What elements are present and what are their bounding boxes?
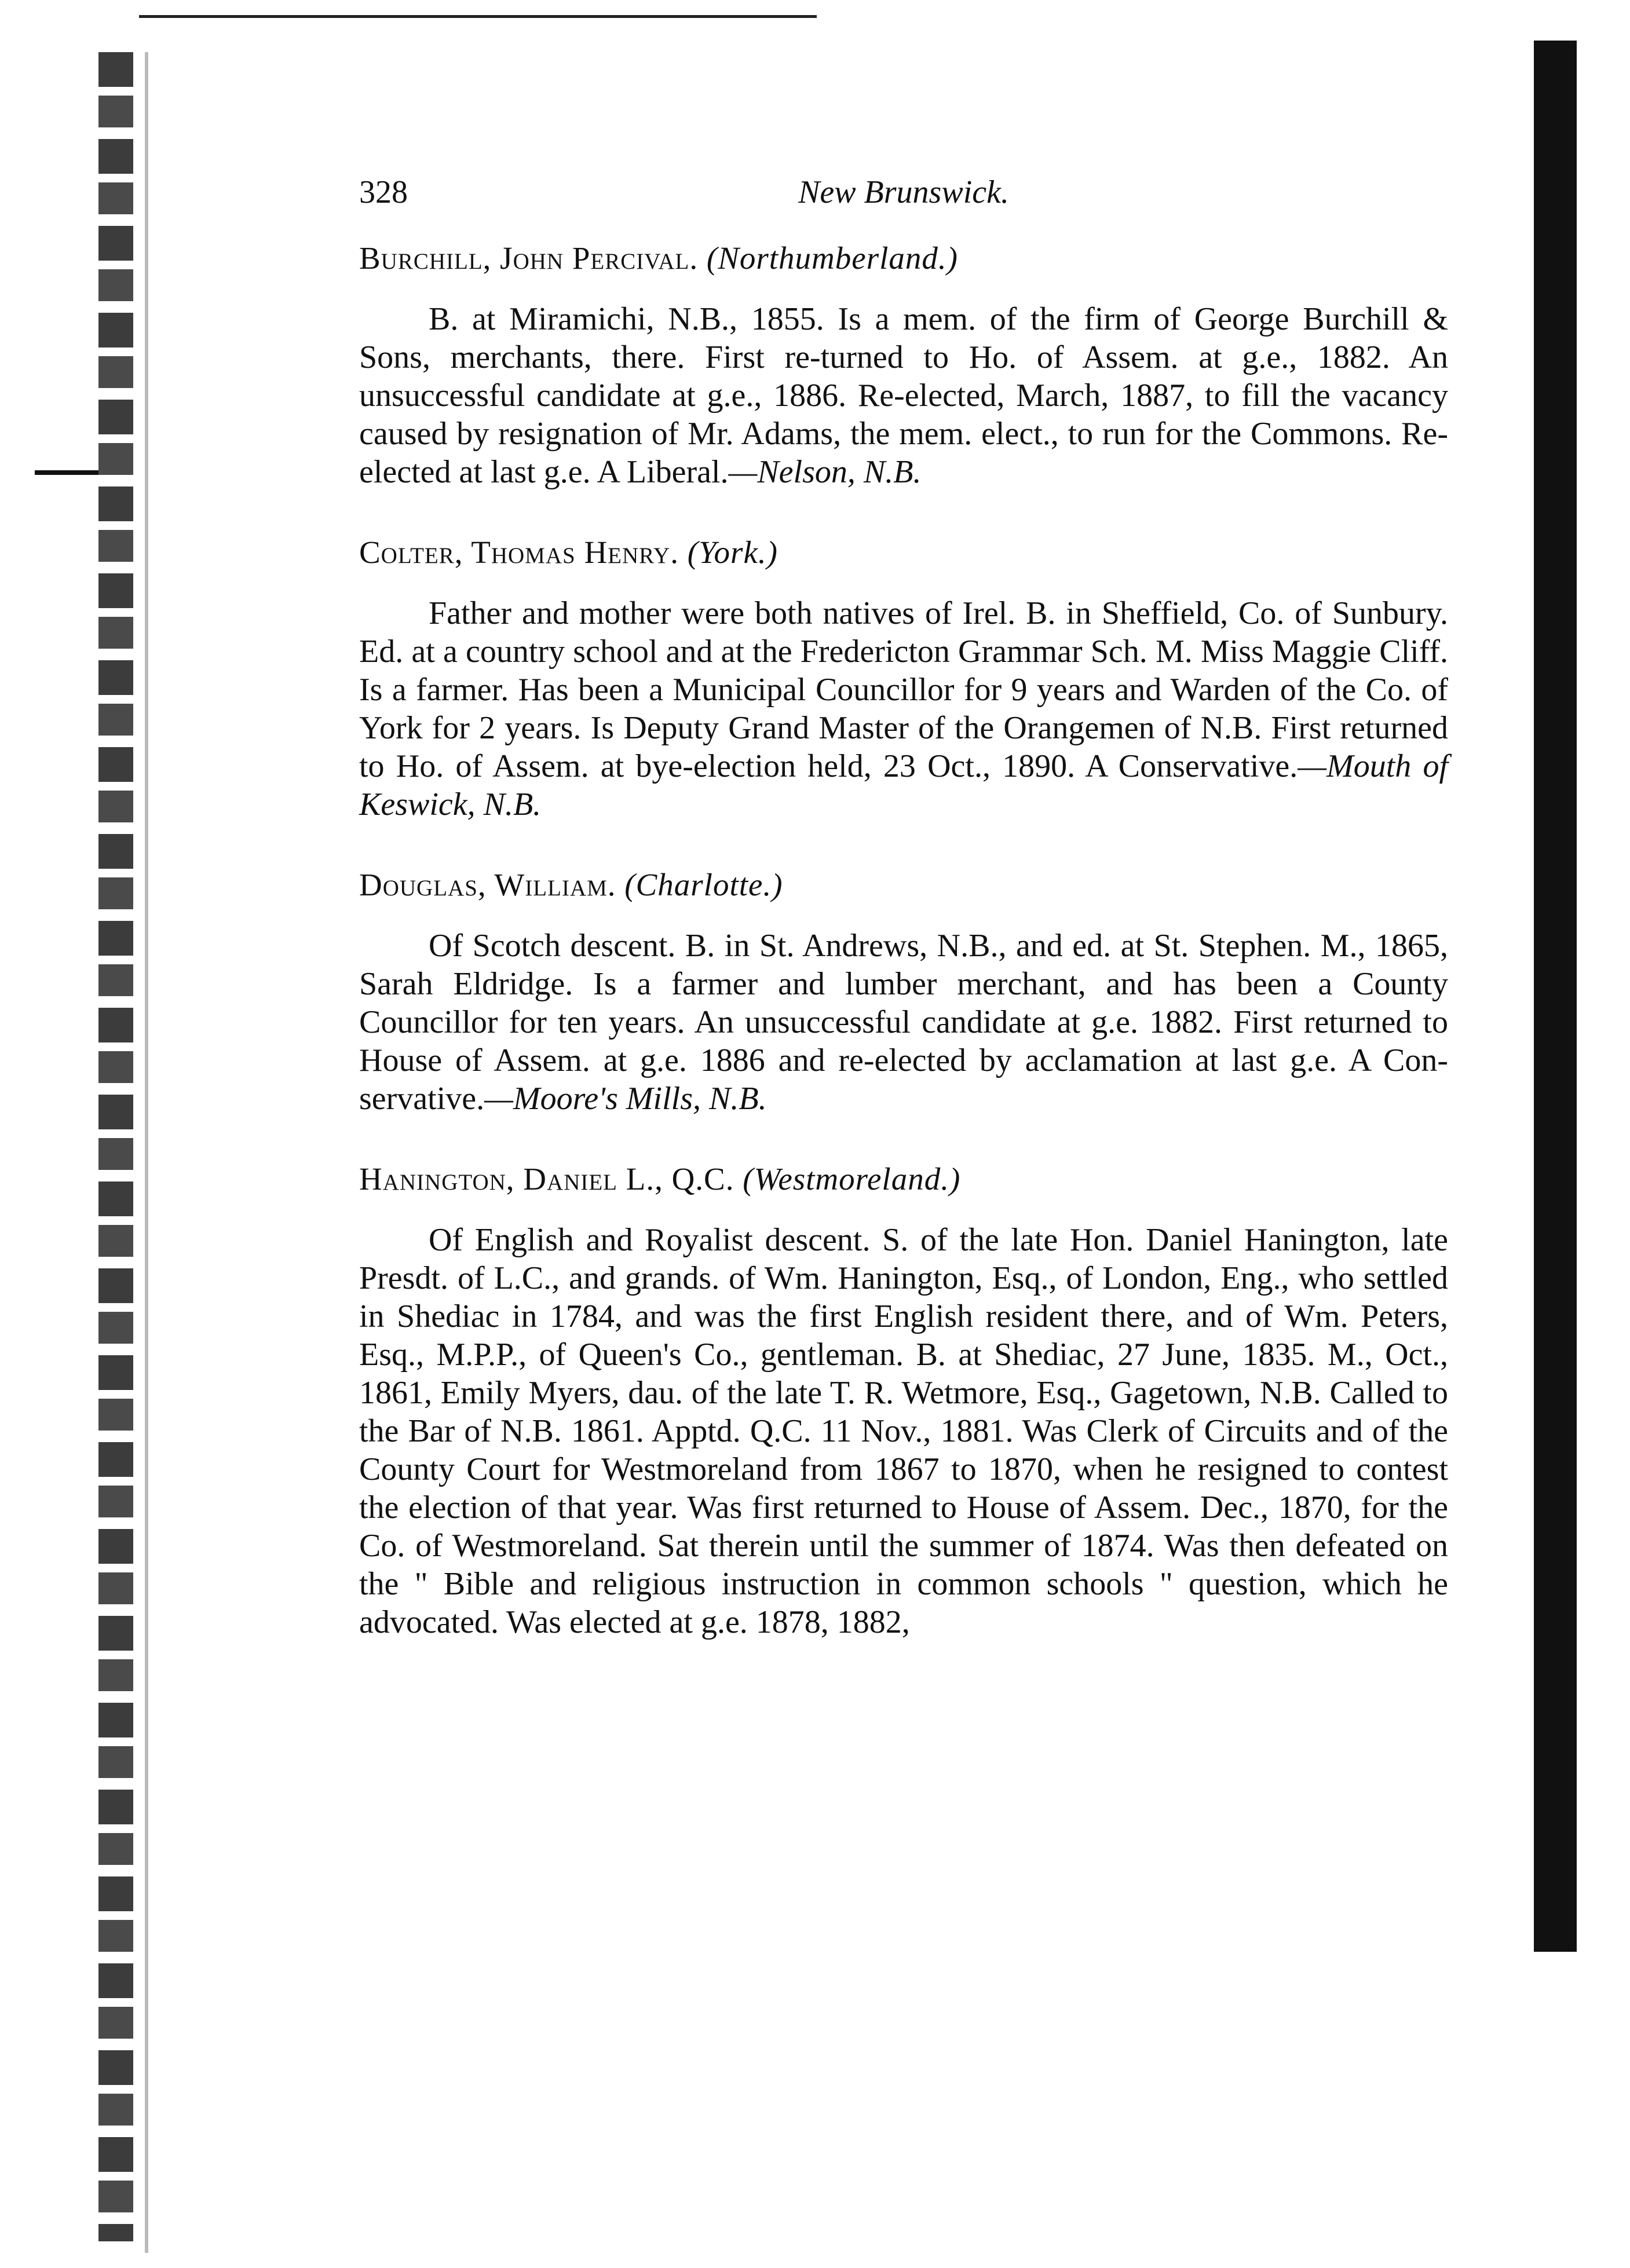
entry-heading: [359, 532, 1448, 573]
entry-name: Colter, Thomas Henry.: [359, 535, 679, 570]
page-number: 328: [359, 174, 408, 210]
scan-binding-shadow: [145, 52, 148, 2253]
scan-right-edge: [1534, 41, 1577, 1952]
entry-heading: [359, 1158, 1448, 1200]
scan-binding-edge: [98, 52, 133, 2241]
book-page: [359, 162, 1448, 1641]
entry-colter: [359, 532, 1448, 824]
entry-text: B. at Miramichi, N.B., 1855. Is a mem. of the firm of George Burchill & Sons, merchants, there. First re-turned to Ho. of Assem. at g.e., 1882. An unsuccessful candidate at g.e., 1886. Re-elected, March, 1887, to fill the vacancy caused by resignation of Mr. Adams, the mem. elect., to run for the Commons. Re-elected at last g.e. A Liberal.: [359, 301, 1448, 490]
entry-body: [359, 300, 1448, 491]
page-title: New Brunswick.: [798, 174, 1009, 210]
entry-burchill: [359, 237, 1448, 491]
entry-constituency: (Charlotte.): [624, 867, 783, 902]
running-head: [359, 162, 1448, 220]
entry-heading: [359, 864, 1448, 906]
entry-constituency: (Northumberland.): [706, 240, 958, 276]
entry-body: [359, 594, 1448, 824]
entry-constituency: (Westmoreland.): [743, 1161, 961, 1197]
entry-body: [359, 1221, 1448, 1641]
entry-residence: —Mouth of Keswick, N.B.: [359, 748, 1448, 822]
entry-heading: [359, 237, 1448, 279]
entry-body: [359, 927, 1448, 1118]
scan-top-rule: [139, 15, 817, 18]
entry-name: Burchill, John Percival.: [359, 240, 699, 276]
entry-residence: —Nelson, N.B.: [728, 454, 922, 490]
entry-text: Of Scotch descent. B. in St. Andrews, N.B., and ed. at St. Stephen. M., 1865, Sarah Eldridge. Is a farmer and lumber merchant, and has been a County Councillor for ten years. An unsuccessful candidate at g.e. 1882. First returned to House of Assem. at g.e. 1886 and re-elected by acclamation at last g.e. A Con-servative.: [359, 928, 1448, 1117]
entry-residence: —Moore's Mills, N.B.: [484, 1081, 767, 1117]
entry-name: Hanington, Daniel L., Q.C.: [359, 1161, 734, 1197]
entry-hanington: [359, 1158, 1448, 1641]
entry-text: Of English and Royalist descent. S. of the late Hon. Daniel Hanington, late Presdt. of L.C., and grands. of Wm. Hanington, Esq., of London, Eng., who settled in Shediac in 1784, and was the first English resident there, and of Wm. Peters, Esq., M.P.P., of Queen's Co., gentleman. B. at Shediac, 27 June, 1835. M., Oct., 1861, Emily Myers, dau. of the late T. R. Wetmore, Esq., Gagetown, N.B. Called to the Bar of N.B. 1861. Apptd. Q.C. 11 Nov., 1881. Was Clerk of Circuits and of the County Court for Westmoreland from 1867 to 1870, when he resigned to contest the election of that year. Was first returned to House of Assem. Dec., 1870, for the Co. of Westmoreland. Sat therein until the summer of 1874. Was then defeated on the " Bible and religious instruction in common schools " question, which he advocated. Was elected at g.e. 1878, 1882,: [359, 1222, 1448, 1640]
entry-douglas: [359, 864, 1448, 1118]
entry-text: Father and mother were both natives of Irel. B. in Sheffield, Co. of Sunbury. Ed. at a country school and at the Fredericton Grammar Sch. M. Miss Maggie Cliff. Is a farmer. Has been a Municipal Councillor for 9 years and Warden of the Co. of York for 2 years. Is Deputy Grand Master of the Orangemen of N.B. First returned to Ho. of Assem. at bye-election held, 23 Oct., 1890. A Conservative.: [359, 595, 1448, 784]
entry-name: Douglas, William.: [359, 867, 616, 902]
entry-constituency: (York.): [687, 535, 778, 570]
scan-margin-mark: [35, 470, 98, 475]
